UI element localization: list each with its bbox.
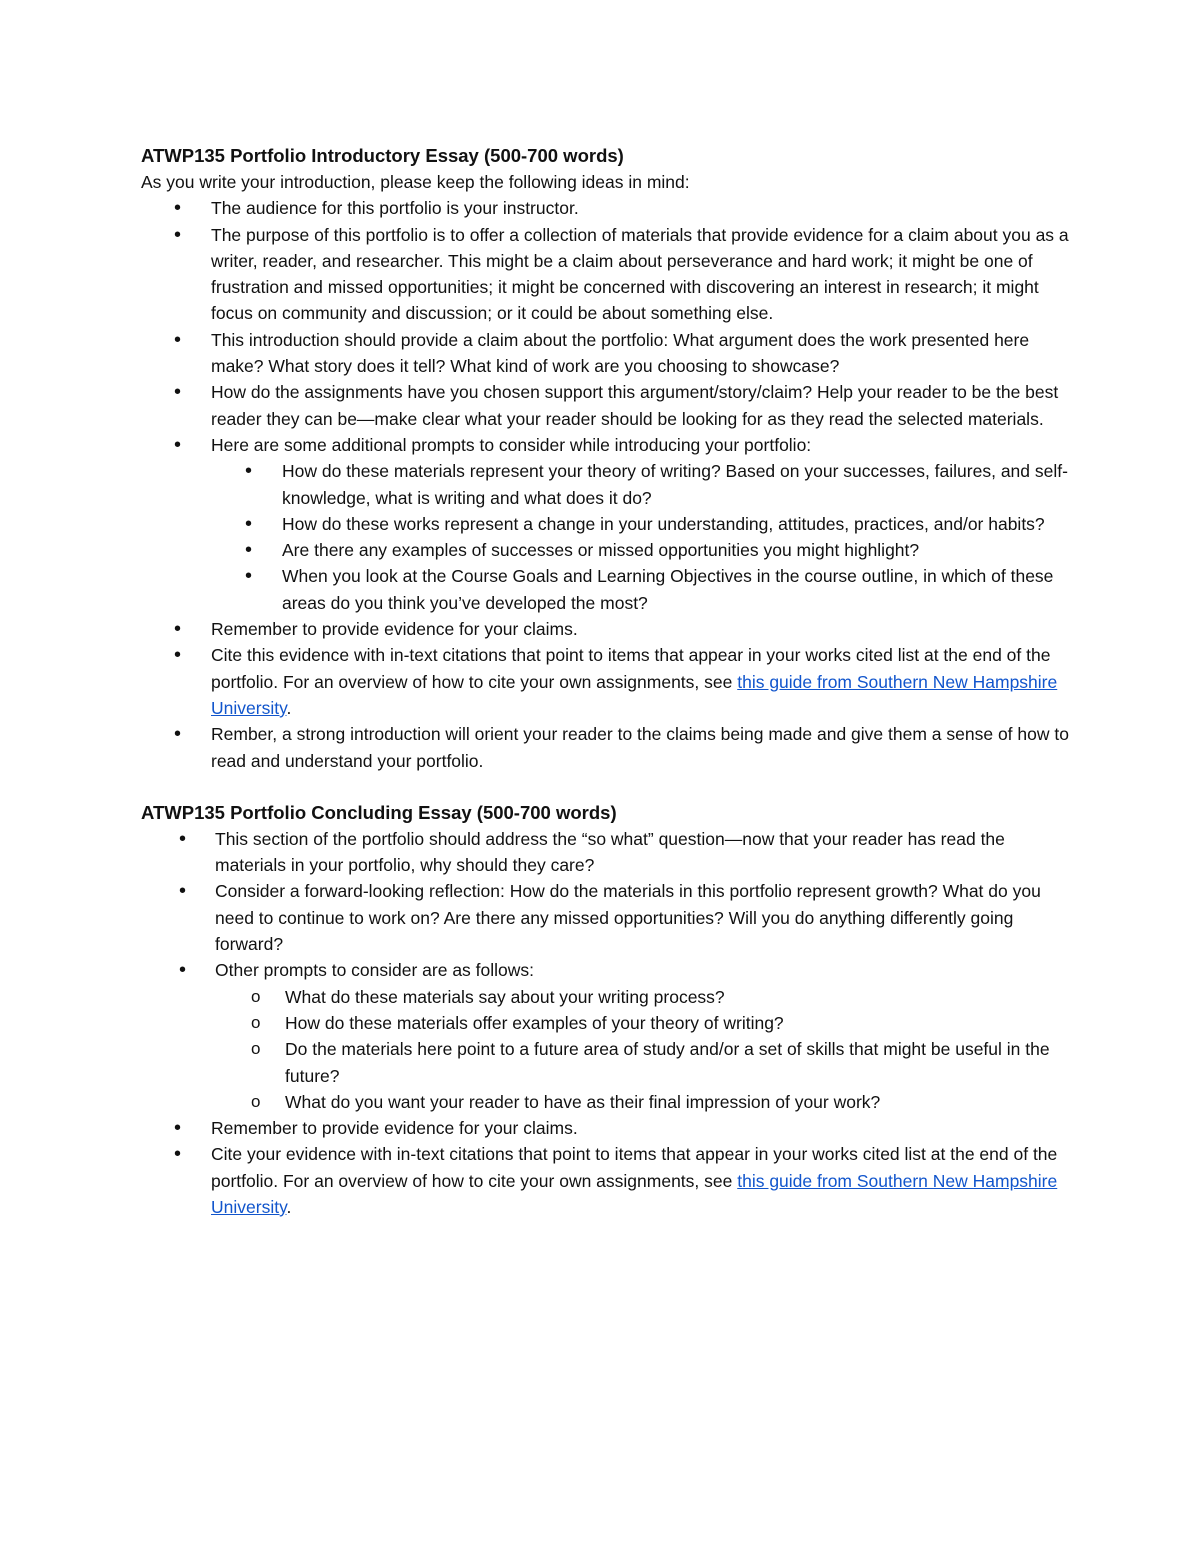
list-item: • Consider a forward-looking reflection: How do the materials in this portfolio represent growth? What do you need to continue to work on? Are there any missed opportunities? Will you do anything differently going forward? [141, 878, 1071, 957]
list-item-text: Here are some additional prompts to consider while introducing your portfolio: [211, 434, 812, 455]
intro-sublist [211, 458, 1071, 616]
list-item [141, 642, 1071, 721]
list-item: • Other prompts to consider are as follows: [141, 957, 1071, 983]
list-item: • The audience for this portfolio is your instructor. [141, 195, 1071, 221]
sublist-item: o What do you want your reader to have as their final impression of your work? [211, 1089, 1071, 1115]
section-gap [141, 774, 1071, 800]
sublist-item: o How do these materials offer examples of your theory of writing? [211, 1010, 1071, 1036]
cite-end: . [286, 697, 292, 718]
intro-list [141, 195, 1071, 458]
cite-end: . [286, 1196, 292, 1217]
conclusion-title: ATWP135 Portfolio Concluding Essay (500-700 words) [141, 801, 617, 823]
snhu-guide-link[interactable]: this guide from Southern New Hampshire University [211, 671, 1058, 718]
intro-title: ATWP135 Portfolio Introductory Essay (500-700 words) [141, 145, 624, 166]
intro-lead: As you write your introduction, please keep the following ideas in mind: [141, 172, 690, 192]
list-item: • Rember, a strong introduction will orient your reader to the claims being made and give them a sense of how to read and understand your portfolio. [141, 721, 1071, 774]
cite-text: Cite your evidence with in-text citations that point to items that appear in your works cited list at the end of the portfolio. For an overview of how to cite your own assignments, see [211, 1144, 1058, 1191]
sublist-item: o Do the materials here point to a future area of study and/or a set of skills that might be useful in the future? [211, 1036, 1071, 1089]
intro-list-continued [141, 616, 1071, 774]
snhu-guide-link[interactable]: this guide from Southern New Hampshire University [211, 1170, 1058, 1217]
cite-text: Cite this evidence with in-text citations that point to items that appear in your works cited list at the end of the portfolio. For an overview of how to cite your own assignments, see [211, 645, 1051, 692]
sublist-item: o What do these materials say about your writing process? [211, 984, 1071, 1010]
conclusion-list [141, 826, 1071, 984]
list-item: • Remember to provide evidence for your claims. [141, 1115, 1071, 1141]
list-item: • This introduction should provide a claim about the portfolio: What argument does the work presented here make? What story does it tell? What kind of work are you choosing to showcase? [141, 327, 1071, 380]
list-item: • Remember to provide evidence for your claims. [141, 616, 1071, 642]
list-item [141, 432, 1071, 458]
list-item: • The purpose of this portfolio is to offer a collection of materials that provide evidence for a claim about you as a writer, reader, and researcher. This might be a claim about perseverance and hard work; it might be one of frustration and missed opportunities; it might be concerned with discovering an interest in research; it might focus on community and discussion; or it could be about something else. [141, 222, 1071, 327]
conclusion-sublist [211, 984, 1071, 1115]
sublist-item: • When you look at the Course Goals and Learning Objectives in the course outline, in which of these areas do you think you’ve developed the most? [211, 563, 1071, 616]
sublist-item: • Are there any examples of successes or missed opportunities you might highlight? [211, 537, 1071, 563]
conclusion-list-continued [141, 1115, 1071, 1220]
list-item: • How do the assignments have you chosen support this argument/story/claim? Help your reader to be the best reader they can be—make clear what your reader should be looking for as they read the selected materials. [141, 379, 1071, 432]
list-item [141, 1141, 1071, 1220]
list-item: • This section of the portfolio should address the “so what” question—now that your reader has read the materials in your portfolio, why should they care? [141, 826, 1071, 879]
document-page [141, 143, 1071, 1220]
sublist-item: • How do these materials represent your theory of writing? Based on your successes, failures, and self-knowledge, what is writing and what does it do? [211, 458, 1071, 511]
sublist-item: • How do these works represent a change in your understanding, attitudes, practices, and/or habits? [211, 511, 1071, 537]
